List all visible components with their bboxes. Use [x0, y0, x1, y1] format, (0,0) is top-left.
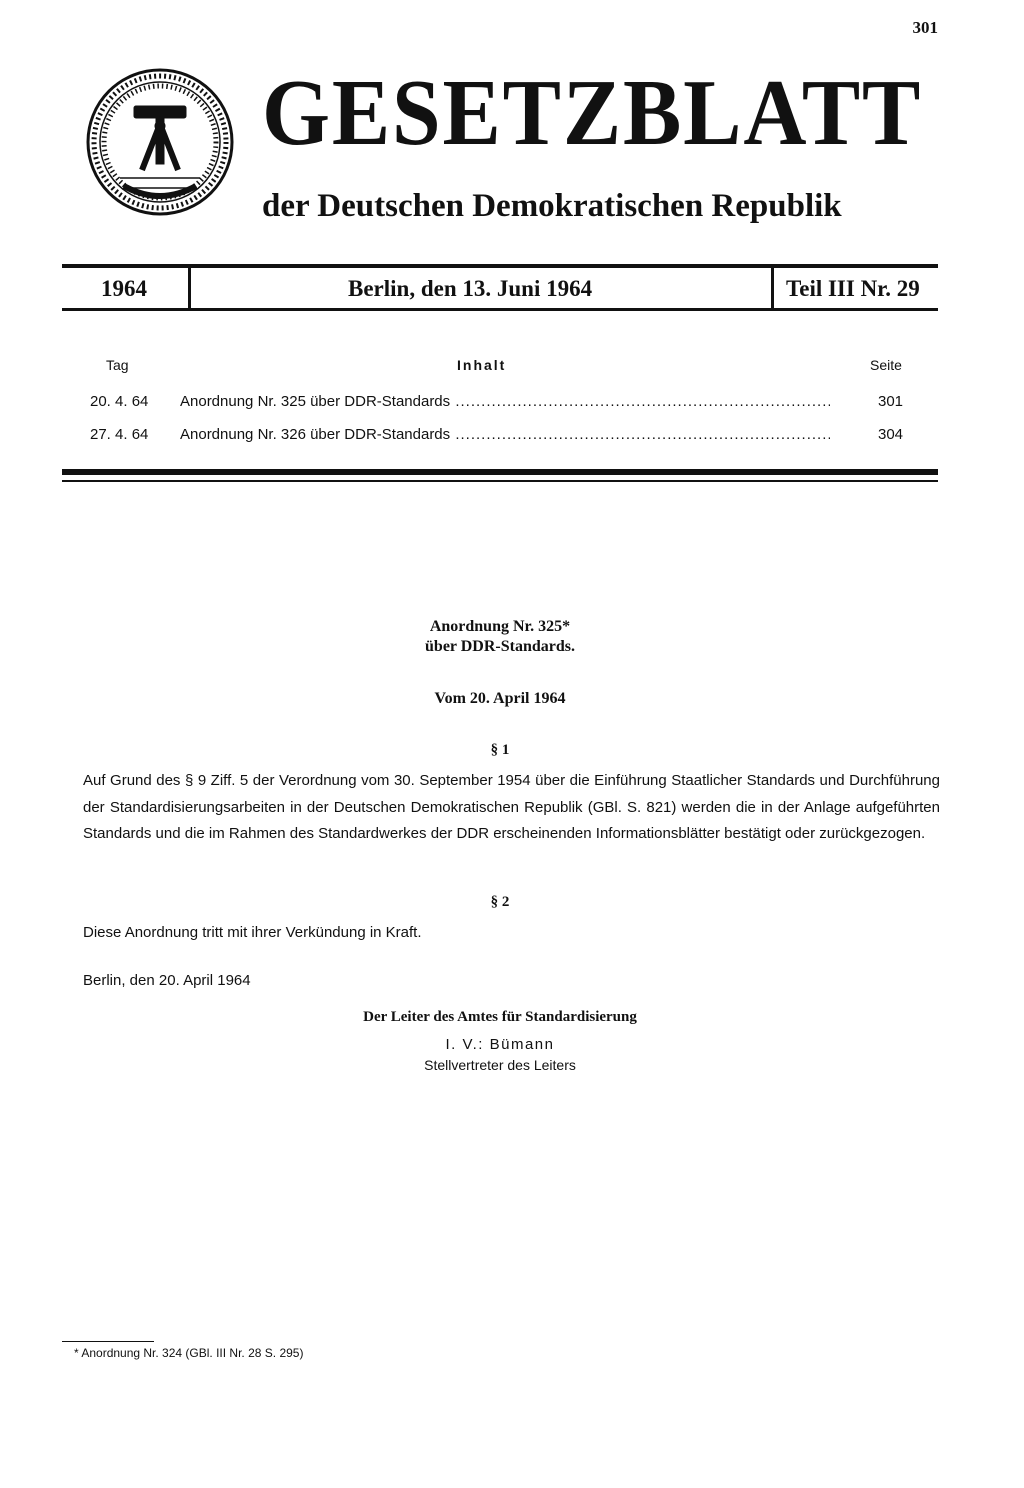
toc-header-day: Tag: [106, 357, 129, 373]
toc-row-page: 304: [878, 426, 904, 443]
toc-bottom-thin-rule: [62, 480, 938, 482]
toc-row-date: 20. 4. 64: [90, 393, 149, 410]
toc-row-title: Anordnung Nr. 325 über DDR-Standards .....: [180, 393, 830, 410]
page-number: 301: [912, 18, 938, 37]
toc-header-content: Inhalt: [457, 357, 507, 373]
toc-bottom-thick-rule: [62, 469, 938, 475]
masthead-title: GESETZBLATT: [262, 61, 923, 165]
footnote: * Anordnung Nr. 324 (GBl. III Nr. 28 S. 295): [74, 1346, 304, 1360]
issue-bar-top-rule: [62, 264, 938, 268]
section-2-heading: § 2: [490, 894, 510, 910]
signatory-name: I. V.: Bümann: [445, 1036, 555, 1053]
signatory-office: Der Leiter des Amtes für Standardisierung: [363, 1009, 637, 1025]
issue-bar-divider: [771, 268, 774, 308]
toc-row-title: Anordnung Nr. 326 über DDR-Standards .....: [180, 426, 830, 443]
section-1-heading: § 1: [490, 742, 510, 758]
toc-header-page: Seite: [870, 357, 902, 373]
masthead-subtitle: der Deutschen Demokratischen Republik: [262, 188, 842, 224]
document-title-line2: über DDR-Standards.: [425, 638, 575, 655]
document-title-line1: Anordnung Nr. 325*: [429, 618, 571, 635]
footnote-rule: [62, 1341, 154, 1342]
issue-bar-divider: [188, 268, 191, 308]
section-1-text: Auf Grund des § 9 Ziff. 5 der Verordnung vom 30. September 1954 über die Einführung Staatlicher Standards und Durchführung der Standardisierungsarbeiten in der Deutschen Demokratischen Republik (GBl. S. 821) werden die in der Anlage aufgeführten Standards und die im Rahmen des Standardwerkes der DDR erscheinenden Informationsblätter bestätigt oder zurückgezogen.: [83, 772, 940, 842]
state-emblem-icon: [84, 66, 236, 218]
toc-row-date: 27. 4. 64: [90, 426, 149, 443]
issue-part: Teil III Nr. 29: [786, 276, 920, 301]
place-date: Berlin, den 20. April 1964: [83, 972, 251, 989]
section-2-text: Diese Anordnung tritt mit ihrer Verkündung in Kraft.: [83, 924, 422, 941]
toc-row: [90, 393, 910, 413]
signatory-role: Stellvertreter des Leiters: [424, 1057, 576, 1073]
issue-year: 1964: [101, 276, 147, 301]
issue-date: Berlin, den 13. Juni 1964: [348, 276, 593, 301]
toc-row-page: 301: [878, 393, 904, 410]
toc-row: [90, 426, 910, 446]
issue-bar-bottom-rule: [62, 308, 938, 311]
document-date: Vom 20. April 1964: [434, 690, 566, 707]
